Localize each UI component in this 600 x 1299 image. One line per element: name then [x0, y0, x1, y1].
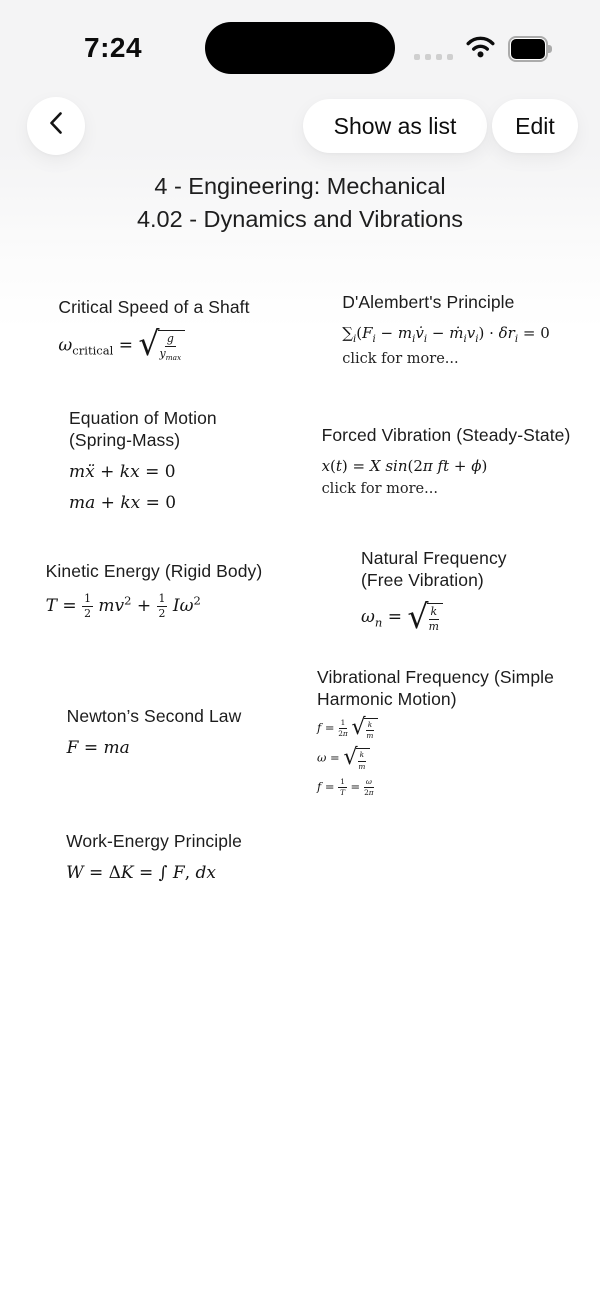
formula: $\sum_i(F_i$ − $m_iv̇_i$ − $ṁ_iv_i) \cdot \delta r_i = 0$	[342, 324, 550, 345]
formula: mẍ + kx = 0	[69, 462, 176, 482]
formula: F = ma	[66, 738, 130, 758]
formula-card[interactable]	[58, 296, 249, 363]
cellular-dots-icon	[414, 54, 453, 60]
page-title: 4 - Engineering: Mechanical	[154, 173, 446, 199]
status-bar	[0, 0, 600, 95]
formula: W = ΔK = ∫ F, dx	[66, 863, 216, 883]
formula: $\omega_n$ = √ k m	[361, 602, 531, 633]
more-label[interactable]: click for more...	[342, 351, 459, 367]
nav-bar	[0, 97, 600, 155]
formula-card-title: Work-Energy Principle	[66, 831, 242, 851]
more-label[interactable]: click for more...	[321, 480, 438, 497]
formula: ma + kx = 0	[69, 493, 177, 513]
back-button[interactable]	[27, 97, 85, 155]
formula-card-title: D'Alembert's Principle	[342, 292, 515, 312]
formula-card[interactable]	[46, 560, 263, 620]
formula-card[interactable]	[66, 830, 242, 883]
page-subtitle: 4.02 - Dynamics and Vibrations	[136, 206, 464, 232]
page-header	[0, 170, 600, 236]
formula: f = $\frac{1}{2\pi}$ √ k m	[317, 717, 575, 740]
formula-card[interactable]	[322, 424, 571, 497]
formula-card-title: Forced Vibration (Steady-State)	[321, 424, 571, 445]
dynamic-island	[205, 22, 395, 74]
formula: x(t) = X sin(2π ft + ϕ)	[321, 456, 488, 475]
formula: f = $\frac{1}{T}$ = $\frac{\omega}{2\pi}$	[317, 776, 374, 797]
formula-card[interactable]	[342, 291, 550, 367]
formula-card-title: Kinetic Energy (Rigid Body)	[45, 560, 263, 581]
formula-card-title: Equation of Motion (Spring-Mass)	[69, 408, 217, 450]
formula-card[interactable]	[361, 547, 531, 636]
formula-card-title: Natural Frequency (Free Vibration)	[361, 547, 507, 590]
formula-card-title: Vibrational Frequency (Simple Harmonic Motion)	[317, 666, 554, 709]
formula-card-title: Critical Speed of a Shaft	[58, 296, 250, 317]
wifi-icon	[465, 34, 496, 63]
show-as-list-button[interactable]: Show as list	[303, 99, 487, 153]
formula-card[interactable]	[317, 666, 575, 797]
formula: $\omega_{critical}$ = √ g $y_{max}$	[58, 329, 249, 363]
empty-cell	[300, 809, 592, 904]
formula: ω = √ k m	[317, 747, 575, 770]
time-label: 7:24	[84, 32, 143, 63]
formula: T = $\frac{1}{2}$ $mv^2$ + $\frac{1}{2}$ $I\omega^2$	[45, 591, 201, 620]
formula-card-title: Newton’s Second Law	[66, 706, 242, 726]
edit-button[interactable]: Edit	[492, 99, 578, 153]
chevron-left-icon	[45, 110, 67, 142]
battery-icon	[508, 36, 552, 62]
formula-card[interactable]	[69, 407, 239, 513]
formula-grid	[0, 264, 600, 904]
formula-card[interactable]	[67, 705, 242, 758]
